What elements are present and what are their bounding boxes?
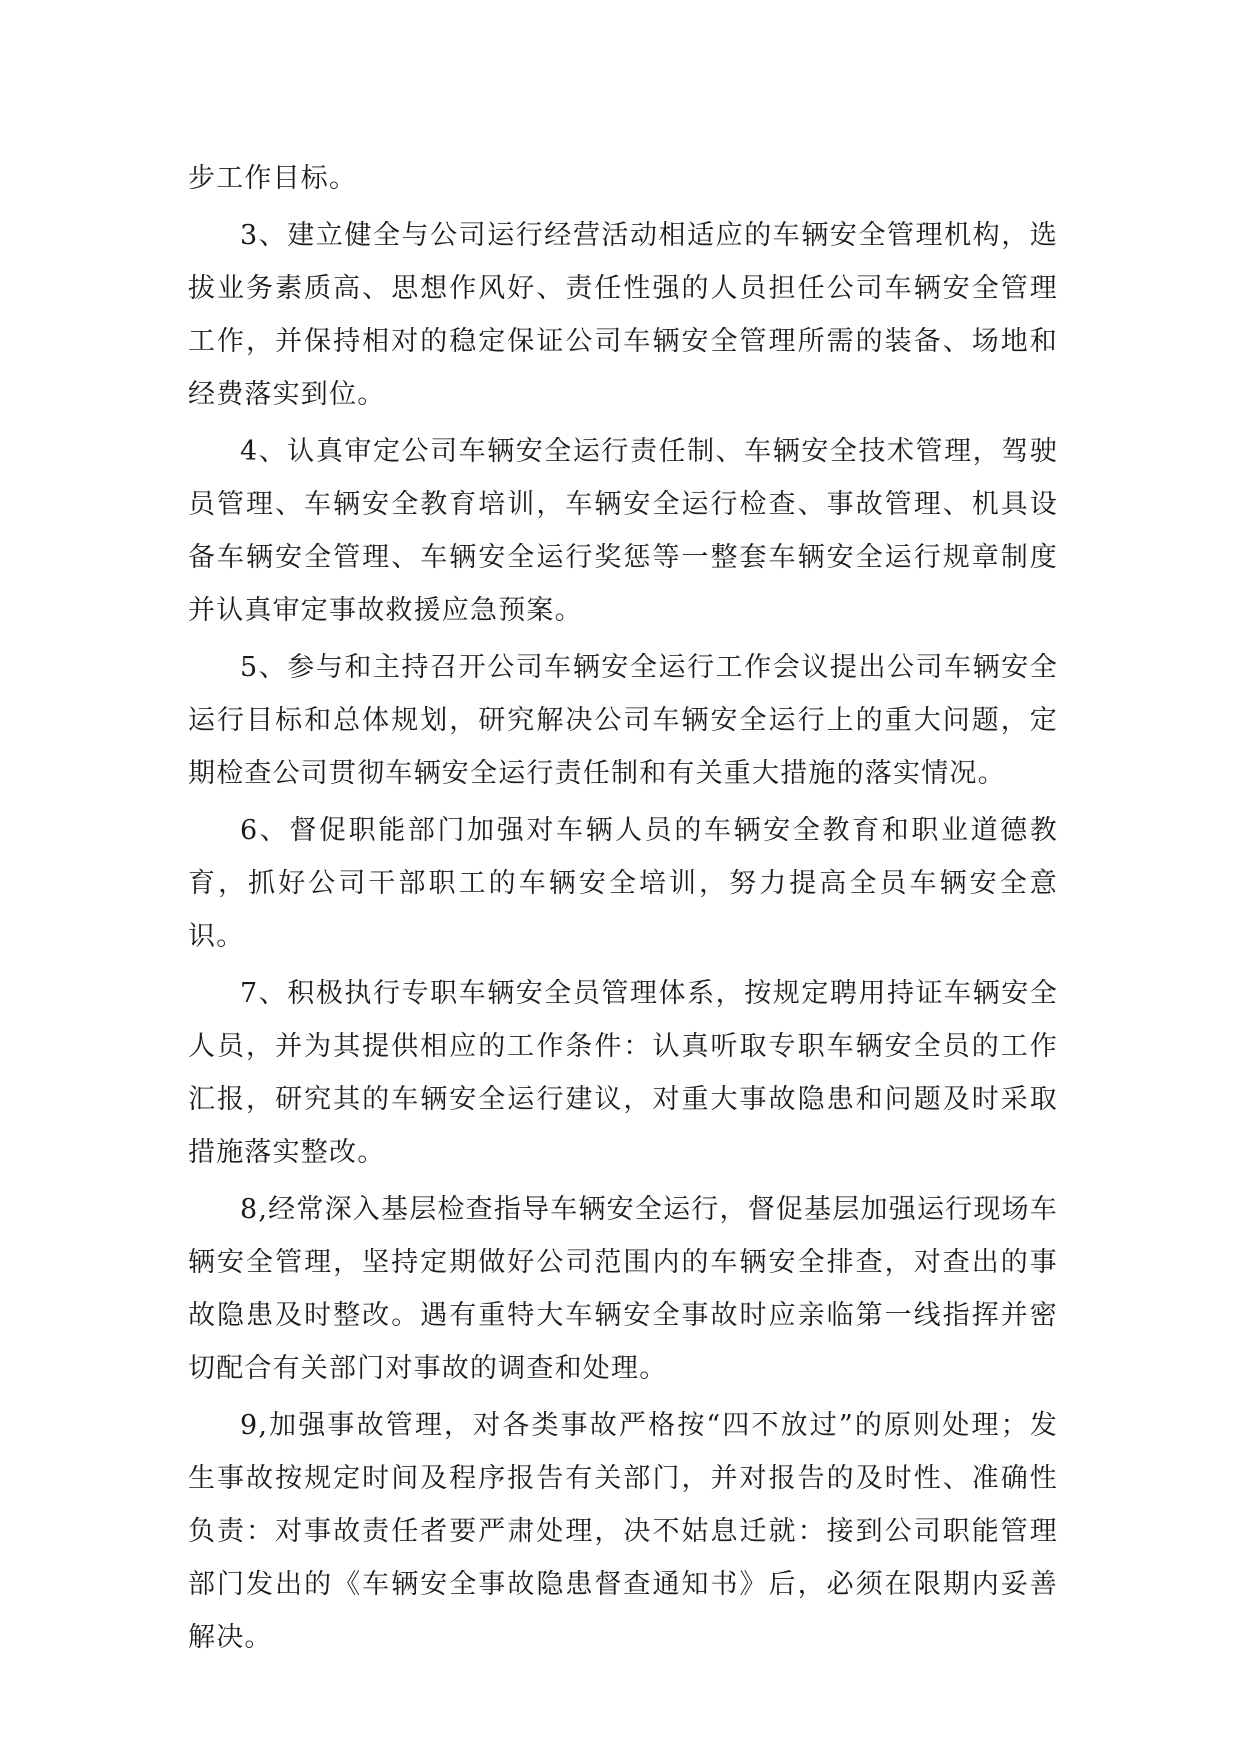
paragraph-item-8: 8,经常深入基层检查指导车辆安全运行，督促基层加强运行现场车辆安全管理，坚持定期做好公司范围内的车辆安全排查，对查出的事故隐患及时整改。遇有重特大车辆安全事故时应亲临第一线指挥并密切配合有关部门对事故的调查和处理。 — [188, 1194, 1058, 1384]
document-body — [188, 152, 1058, 1668]
paragraph-item-7: 7、积极执行专职车辆安全员管理体系，按规定聘用持证车辆安全人员，并为其提供相应的工作条件：认真听取专职车辆安全员的工作汇报，研究其的车辆安全运行建议，对重大事故隐患和问题及时采取措施落实整改。 — [188, 978, 1058, 1168]
paragraph-item-9: 9,加强事故管理，对各类事故严格按“四不放过”的原则处理；发生事故按规定时间及程序报告有关部门，并对报告的及时性、准确性负责：对事故责任者要严肃处理，决不姑息迁就：接到公司职能管理部门发出的《车辆安全事故隐患督查通知书》后，必须在限期内妥善解决。 — [188, 1410, 1058, 1653]
paragraph-item-4: 4、认真审定公司车辆安全运行责任制、车辆安全技术管理，驾驶员管理、车辆安全教育培训，车辆安全运行检查、事故管理、机具设备车辆安全管理、车辆安全运行奖惩等一整套车辆安全运行规章制度并认真审定事故救援应急预案。 — [188, 436, 1058, 626]
paragraph-continuation: 步工作目标。 — [188, 163, 358, 194]
paragraph-item-5: 5、参与和主持召开公司车辆安全运行工作会议提出公司车辆安全运行目标和总体规划，研究解决公司车辆安全运行上的重大问题，定期检查公司贯彻车辆安全运行责任制和有关重大措施的落实情况。 — [188, 652, 1058, 789]
paragraph-item-6: 6、督促职能部门加强对车辆人员的车辆安全教育和职业道德教育，抓好公司干部职工的车辆安全培训，努力提高全员车辆安全意识。 — [188, 815, 1058, 952]
paragraph-item-3: 3、建立健全与公司运行经营活动相适应的车辆安全管理机构，选拔业务素质高、思想作风好、责任性强的人员担任公司车辆安全管理工作，并保持相对的稳定保证公司车辆安全管理所需的装备、场地和经费落实到位。 — [188, 220, 1058, 410]
